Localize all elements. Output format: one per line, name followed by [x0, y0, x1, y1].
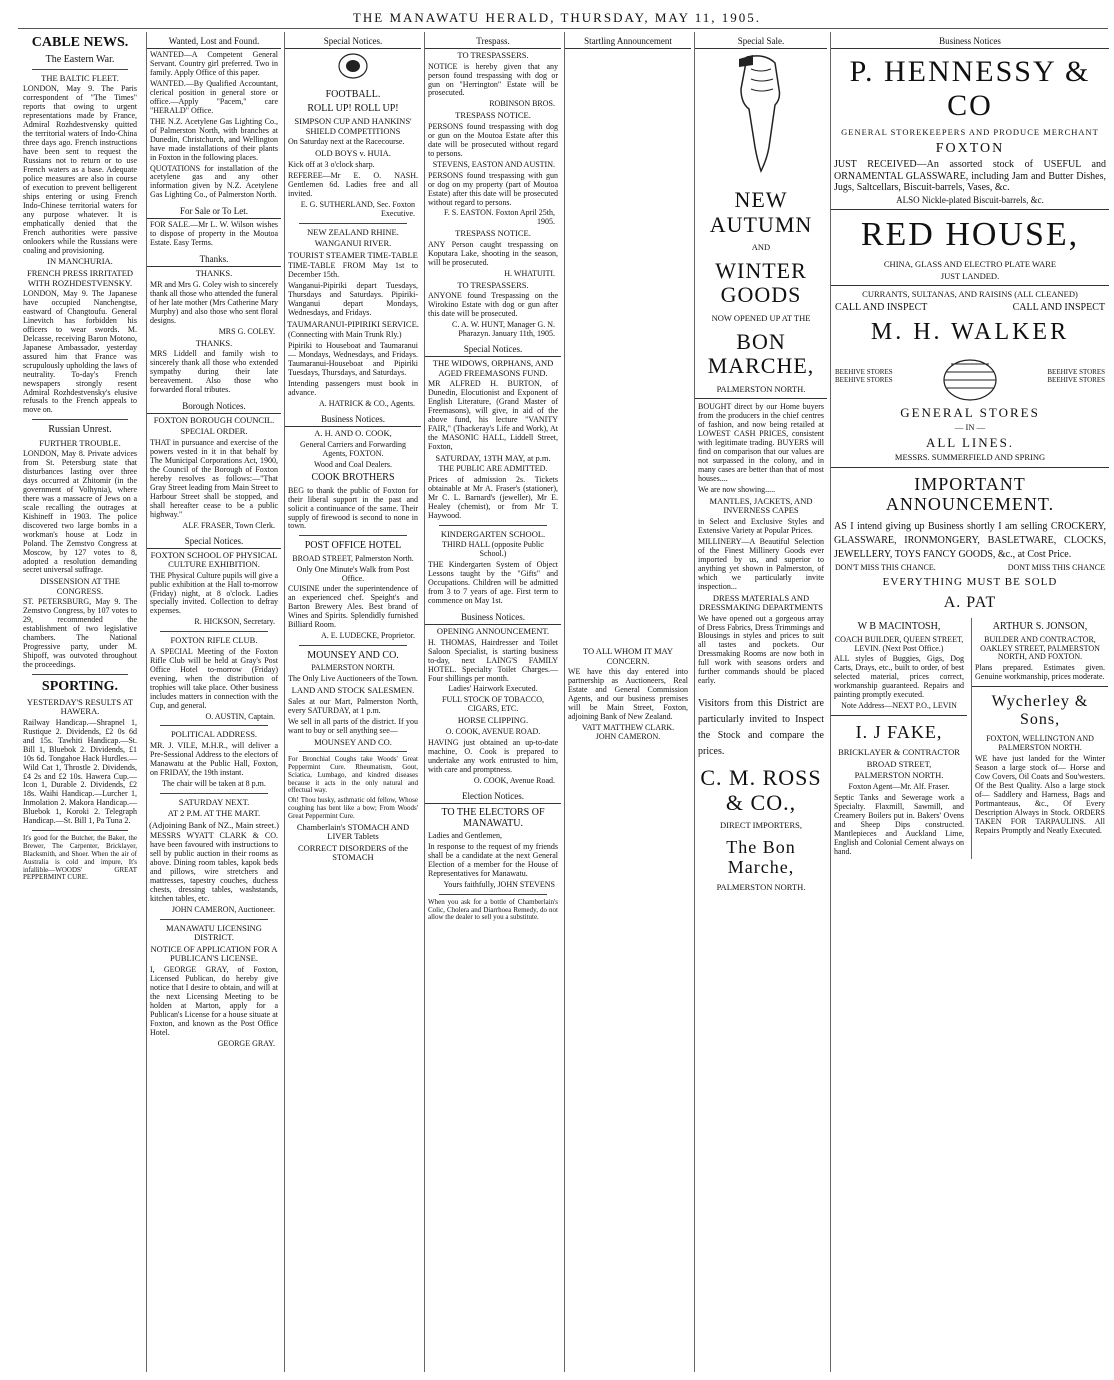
headline: NEW ZEALAND RHINE.: [307, 226, 399, 237]
ad-text: PERSONS found trespassing with dog or gun on the Moutoa Estate after this date will be prosecuted without regard to persons.: [428, 121, 558, 158]
headline: EVERYTHING MUST BE SOLD: [882, 576, 1058, 589]
headline: GENERAL STORES: [900, 404, 1040, 420]
ad-text: AS I intend giving up Business shortly I am selling CROCKERY, GLASSWARE, IRONMONGERY, BASLETWARE, CLOCKS, JEWELLERY, TOYS FANCY GOODS, &c., at Cost Price.: [834, 521, 1106, 561]
ad-text: THE Kindergarten System of Object Lessons taught by the "Gifts" and Occupations. Children will be admitted from 3 to 7 years of age. First term to commence on May 1st.: [428, 560, 558, 606]
divider: [695, 398, 827, 399]
ad-text: Prices of admission 2s. Tickets obtainable at Mr A. Fraser's (stationer), Mr C. L. Barnard's (jeweller), Mr E. Healey (chemist), or from Mr T. Haywood.: [428, 475, 558, 520]
ad-text: (Connecting with Main Trunk Rly.): [288, 330, 402, 340]
headline: TO TRESPASSERS.: [457, 279, 529, 290]
subtitle: The Eastern War.: [45, 53, 115, 65]
headline: CURRANTS, SULTANAS, AND RAISINS (ALL CLEANED): [862, 289, 1078, 300]
signature: JOHN CAMERON, Auctioneer.: [171, 904, 275, 914]
ad-text: BUILDER AND CONTRACTOR, OAKLEY STREET, PALMERSTON NORTH, AND FOXTON.: [980, 634, 1100, 662]
column-wanted-lost-found: [146, 32, 281, 1372]
headline: AND: [751, 242, 771, 253]
divider: [32, 69, 128, 70]
ad-text: MR ALFRED H. BURTON, of Dunedin, Elocutionist and Exponent of English Literature, (Grand Master of Freemasons), will give, in aid of the above fund, his lecture "VANITY FAIR," (Thackeray's Life and Work), At the MASONIC HALL, Liddell Street, Foxton,: [428, 379, 558, 451]
headline: THE BALTIC FLEET.: [41, 72, 119, 83]
ad-text: JUST RECEIVED—An assorted stock of USEFUL and ORNAMENTAL GLASSWARE, including Jam and Butter Dishes, Jugs, Saltcellars, Biscuit-barrels, Vases, &c.: [834, 159, 1106, 193]
ad-text: REFEREE—Mr E. O. NASH. Gentlemen 6d. Ladies free and all invited.: [288, 170, 418, 198]
ad-text: THE Physical Culture pupils will give a public exhibition at the Hall to-morrow (Friday) night, at 8 o'clock. Ladies specially invited. Collection to defray expenses.: [150, 570, 278, 616]
ad-text: Sales at our Mart, Palmerston North, every SATURDAY, at 1 p.m.: [288, 696, 418, 715]
divider: [32, 674, 128, 675]
ad-text: Ladies' Hairwork Executed.: [448, 684, 538, 694]
headline: DON'T MISS THIS CHANCE.: [835, 563, 936, 573]
headline: M. H. WALKER: [870, 318, 1070, 345]
divider: [439, 525, 548, 526]
signature: STEVENS, EASTON AND AUSTIN.: [432, 159, 555, 169]
signature: O. COOK, Avenue Road.: [473, 775, 555, 785]
headline: FURTHER TROUBLE.: [39, 437, 121, 448]
headline: POST OFFICE HOTEL: [304, 540, 402, 552]
headline: Wycherley & Sons,: [991, 693, 1089, 729]
ad-text: WANTED.—By Qualified Accountant, clerical position in general store or office.—Apply "Pacem," care "HERALD" Office.: [150, 78, 278, 115]
split-row: [831, 618, 1109, 858]
signature: GEORGE GRAY.: [217, 1038, 275, 1048]
section-header: Thanks.: [147, 250, 281, 267]
column-business-notices: [830, 32, 1109, 1372]
headline: GENERAL STOREKEEPERS AND PRODUCE MERCHANT: [841, 127, 1099, 138]
ad-text: ANY Person caught trespassing on Koputara Lake, shooting in the season, will be prosecuted.: [428, 239, 558, 267]
ad-text: ANYONE found Trespassing on the Wirokino Estate with dog or gun after this date will be prosecuted.: [428, 291, 558, 319]
headline: YESTERDAY'S RESULTS AT HAWERA.: [26, 696, 134, 717]
ad-text: THE PUBLIC ARE ADMITTED.: [438, 464, 548, 474]
ad-text: A SPECIAL Meeting of the Foxton Rifle Club will be held at Gray's Post Office Hotel to-morrow (Friday) evening, when the distribution of trophies will take place. Other business includes matters in connection with the Cup, and general.: [150, 646, 278, 710]
headline: DRESS MATERIALS AND DRESSMAKING DEPARTMENTS: [698, 592, 824, 613]
section-header: Special Notices.: [425, 340, 561, 357]
headline: WINTER GOODS: [715, 257, 807, 308]
article-text: LONDON, May 9. The Paris correspondent of "The Times" reports that owing to urgent representations made by France, Admiral Rozhdestvensky quitted the territorial waters of Indo-China three days ago. French instructions have been sent to request the Russians not to return or to use French waters as a base. Adequate police measures are also in course of execution to prevent belligerent ships entering or using French Indo-Chinese territorial waters for any purpose whatever. It is emphatically denied that the French authorities were passive onlookers while the Russians were coaling and provisioning.: [23, 84, 137, 255]
ad-text: BEG to thank the public of Foxton for their liberal support in the past and solicit a continuance of the same. Their supply of firewood is second to none in town.: [288, 485, 418, 531]
headline: FRENCH PRESS IRRITATED WITH ROZHDESTVENSKY.: [26, 268, 134, 288]
section-header: Borough Notices.: [147, 397, 281, 414]
signature: E. G. SUTHERLAND, Sec. Foxton Executive.: [300, 199, 415, 218]
headline: BRICKLAYER & CONTRACTOR: [838, 747, 960, 758]
ad-text: ALL styles of Buggies, Gigs, Dog Carts, Drays, etc., built to order, of best selected material, prices correct, workmanship guaranteed. Repairs and painting promptly executed.: [834, 654, 964, 700]
ad-text: I, GEORGE GRAY, of Foxton, Licensed Publican, do hereby give notice that I desire to obtain, and will at the next Licensing Meeting to be holden at Marton, apply for a Publican's License for a house situate at Foxton, and known as the Post Office Hotel.: [150, 964, 278, 1037]
ad-text: FOR SALE.—Mr L. W. Wilson wishes to dispose of property in the Moutoa Estate. Easy Terms.: [150, 220, 278, 248]
headline: FOXTON: [935, 140, 1005, 156]
headline: TAUMARANUI-PIPIRIKI SERVICE.: [287, 318, 419, 329]
signature: F. S. EASTON. Foxton April 25th, 1905.: [443, 208, 555, 227]
ad-text: We are now showing.....: [698, 484, 776, 494]
headline: JUST LANDED.: [940, 270, 1000, 281]
headline: PALMERSTON NORTH.: [716, 383, 806, 394]
article-text: LONDON, May 9. The Japanese have occupied Nanchengtse, eastward of Changtoufu. General Linevitch has forbidden his officers to wear swords. M. Delcasse, receiving Baron Motono, Japanese Ambassador, yesterday assured him that France was scrupulously upholding the laws of neutrality. To-day's French newspapers strongly resent Admiral Rozhdestvensky's elusive refusals to the French appeals to move on.: [23, 289, 137, 415]
divider: [831, 715, 967, 716]
headline: The Bon Marche,: [726, 836, 796, 878]
ad-text: Visitors from this District are particularly invited to Inspect the Stock and compare the prices.: [698, 698, 824, 758]
ad-text: THIRD HALL (opposite Public School.): [442, 540, 544, 559]
headline: A. PAT: [943, 594, 997, 612]
headline-row: [835, 564, 1105, 573]
headline: TO ALL WHOM IT MAY CONCERN.: [582, 646, 674, 666]
ad-text: NOTICE is hereby given that any person found trespassing with dog or gun on "Herrington" Estate will be prosecuted.: [428, 61, 558, 98]
section-title: SPORTING.: [41, 679, 119, 695]
divider: [160, 631, 267, 632]
headline: MESSRS. SUMMERFIELD AND SPRING: [894, 452, 1046, 463]
divider: [299, 535, 408, 536]
column-header: Special Sale.: [695, 32, 827, 49]
signature: ALF. FRASER, Town Clerk.: [182, 520, 275, 530]
headline: A. H. AND O. COOK,: [314, 428, 392, 439]
divider: [32, 419, 128, 420]
headline: POLITICAL ADDRESS.: [170, 729, 258, 740]
jonson-ad: [971, 618, 1108, 858]
headline: HORSE CLIPPING.: [457, 715, 529, 726]
ad-text: WE have this day entered into partnership as Auctioneers, Real Estate and General Commission Agents, and our business premises will be Main Street, Foxton, adjoining Bank of New Zealand.: [568, 667, 688, 721]
signature: R. HICKSON, Secretary.: [194, 617, 275, 627]
ad-text: MILLINERY—A Beautiful Selection of the Finest Millinery Goods ever imported by us, and superior to anything yet shown in Palmerston, of which we particularly invite inspection...: [698, 536, 824, 591]
masthead-rule: [18, 28, 1108, 29]
headline: BEEHIVE STORES BEEHIVE STORES: [835, 367, 893, 384]
column-header: Special Notices.: [285, 32, 421, 49]
ad-text: BOUGHT direct by our Home buyers from the producers in the chief centres of fashion, and now being retailed at LOWEST CASH PRICES, consistent with legitimate trading. BUYERS will find on comparison that our values are not surpassed in the colony, and in many cases are better than that of most houses....: [698, 402, 824, 483]
macintosh-ad: [831, 618, 967, 858]
headline: CALL AND INSPECT: [1012, 301, 1105, 313]
section-title: CABLE NEWS.: [31, 35, 129, 50]
headline: C. M. ROSS & CO.,: [700, 765, 822, 815]
signature: MRS G. COLEY.: [218, 326, 275, 336]
ad-text: O. COOK, AVENUE ROAD.: [445, 726, 541, 736]
ad-text: In response to the request of my friends shall be a candidate at the next General Election of a member for the House of Representatives for Manawatu.: [428, 841, 558, 878]
signature: A. E. LUDECKE, Proprietor.: [321, 631, 415, 641]
headline: BEEHIVE STORES BEEHIVE STORES: [1047, 367, 1105, 384]
headline: OLD BOYS v. HUIA.: [315, 148, 391, 159]
headline: CALL AND INSPECT: [835, 301, 928, 313]
ad-text: General Carriers and Forwarding Agents, FOXTON.: [300, 439, 406, 458]
headline: RED HOUSE,: [860, 216, 1080, 254]
headline: MANAWATU LICENSING DISTRICT.: [166, 922, 262, 943]
divider: [972, 686, 1108, 687]
blank-space: [565, 49, 691, 645]
ad-text: PALMERSTON NORTH.: [311, 663, 395, 673]
ad-text: THAT in pursuance and exercise of the powers vested in it in that behalf by The Municipal Corporations Act, 1900, the Council of the Borough of Foxton hereby resolves as follows:—"That Gray Street leading from Main Street to Harbour Street shall be stopped, and shall hereafter cease to be a public highway.": [150, 437, 278, 519]
headline: DONT MISS THIS CHANCE: [1007, 563, 1105, 573]
headline: W B MACINTOSH,: [857, 621, 941, 633]
headline: OPENING ANNOUNCEMENT.: [436, 626, 550, 637]
ad-text: MESSRS WYATT CLARK & CO. have been favoured with instructions to sell by public auction in their rooms as above. Dining room tables, kapok beds and pillows, wire stretchers and mattresses, tapestry couches, duchess chests, dressing tables, washstands, kitchen tables, etc.: [150, 831, 278, 903]
signature: Yours faithfully, JOHN STEVENS: [443, 879, 555, 889]
headline: MOUNSEY AND CO.: [314, 736, 392, 747]
divider: [160, 793, 267, 794]
column-startling-announcement: [564, 32, 691, 1372]
ad-text: MRS Liddell and family wish to sincerely thank all those who extended sympathy during their late bereavement. Also those who forwarded floral tributes.: [150, 349, 278, 394]
ad-text: Ladies and Gentlemen,: [428, 831, 502, 841]
football-emblem-icon: [285, 49, 421, 83]
section-header: Business Notices.: [425, 608, 561, 625]
ad-text: Note Address—NEXT P.O., LEVIN: [841, 701, 957, 711]
ad-text: WE have just landed for the Winter Season a large stock of— Horse and Cow Covers, Oil Coats and Sou'westers. Of the Best Quality. Also a large stock of— Saddlery and Harness, Bags and Portmanteaus, &c., Of Every Description Always in Stock. ORDERS TAKEN FOR TARPAULINS. All Repairs Promptly and Neatly Executed.: [975, 754, 1105, 835]
ad-text: The Only Live Auctioneers of the Town.: [288, 674, 418, 684]
column-cable-news: [20, 32, 140, 1372]
advert-text: It's good for the Butcher, the Baker, the Brewer, The Carpenter, Bricklayer, Blacksmith, and Shoer. When the air of Australia is cold and impure, It's infallible—WOODS' GREAT PEPPERMINT CURE.: [23, 834, 137, 882]
headline: THANKS.: [195, 337, 233, 348]
signature: VATT MATTHEW CLARK. JOHN CAMERON.: [581, 722, 675, 741]
headline: (Adjoining Bank of NZ., Main street.): [149, 819, 279, 830]
ad-text: Only One Minute's Walk from Post Office.: [296, 564, 410, 583]
headline: MOUNSEY AND CO.: [307, 650, 399, 662]
headline: IN MANCHURIA.: [47, 256, 113, 267]
headline: THE WIDOWS, ORPHANS, AND AGED FREEMASONS FUND.: [432, 358, 554, 378]
headline: I. J FAKE,: [855, 722, 943, 743]
headline: ALL LINES.: [925, 434, 1015, 450]
ad-text: We sell in all parts of the district. If you want to buy or sell anything see—: [288, 716, 418, 735]
headline: CHINA, GLASS AND ELECTRO PLATE WARE: [883, 259, 1057, 270]
ad-text: Foxton Agent—Mr. Alf. Fraser.: [848, 781, 950, 791]
headline: FOXTON SCHOOL OF PHYSICAL CULTURE EXHIBITION.: [150, 549, 278, 570]
signature: H. WHATUITI.: [504, 268, 555, 278]
headline: TRESPASS NOTICE.: [455, 228, 531, 239]
ad-text: For Bronchial Coughs take Woods' Great Peppermint Cure. Rheumatism, Gout, Sciatica, Lumbago, and kindred diseases because it acts in the only natural and effectual way.: [288, 755, 418, 795]
headline: SATURDAY, 13TH MAY, at p.m.: [435, 452, 551, 463]
headline: AT 2 P.M. AT THE MART.: [167, 808, 261, 819]
article-text: ST. PETERSBURG, May 9. The Zemstvo Congress, by 107 votes to 29, recommended the establishment of two legislative chambers. The National Progressive party, under M. Shipoff, was outvoted throughout the proceedings.: [23, 597, 137, 670]
ad-text: On Saturday next at the Racecourse.: [288, 137, 405, 147]
ad-text: HAVING just obtained an up-to-date machine, O. Cook is prepared to undertake any work entrusted to him, with care and promptness.: [428, 737, 558, 774]
divider: [32, 830, 128, 831]
divider: [831, 467, 1109, 468]
headline: TRESPASS NOTICE.: [455, 110, 531, 121]
ad-text: TIME-TABLE FROM May 1st to December 15th.: [288, 261, 418, 280]
column-header: Startling Announcement: [565, 32, 691, 49]
headline: DIRECT IMPORTERS,: [720, 820, 802, 831]
headline: NOW OPENED UP AT THE: [711, 313, 811, 324]
ad-text: Septic Tanks and Sewerage work a Specialty. Flaxmill, Sawmill, and Creamery Boilers put in. Bakers' Ovens and Sheep Dips constructed. Mantlepieces and Auckland Lime, English and Colonial Cement always on hand.: [834, 792, 964, 856]
headline: Chamberlain's STOMACH AND LIVER Tablets: [296, 821, 410, 842]
headline: COOK BROTHERS: [311, 472, 395, 484]
beehive-row: [835, 352, 1105, 402]
headline: LAND AND STOCK SALESMEN.: [291, 685, 415, 696]
divider: [831, 285, 1109, 286]
ad-text: WANTED—A Competent General Servant. Country girl preferred. Two in family. Apply Office of this paper.: [150, 50, 278, 77]
headline: FOXTON RIFLE CLUB.: [170, 635, 258, 646]
article-text: Railway Handicap.—Shrapnel 1, Rustique 2. Dividends, £2 0s 6d and 15s. Tawhiti Handicap.—St. Bill 1, Bluebok 2. Dividends, £1 10s 6d. Tongahoe Hack Hurdles.—Wild Cat 1, Throstle 2. Dividends, £4 2s and £2 10s. Hawera Cup.—Icon 1, Durable 2. Dividends, £2 18s. Waihi Handicap.—Lurcher 1, Inmolation 2. Makora Handicap.—Bluebok 1, Koroki 2. Telegraph Handicap.—St. Bill 1, Pa Tuna 2.: [23, 717, 137, 826]
headline: WANGANUI RIVER.: [314, 238, 392, 249]
column-trespass: [424, 32, 561, 1372]
section-header: Special Notices.: [147, 532, 281, 549]
headline: FOOTBALL.: [325, 89, 381, 101]
ad-text: Intending passengers must book in advance.: [288, 379, 418, 398]
column-special-sale: [694, 32, 827, 1372]
ad-text: PERSONS found trespassing with gun or dog on my property (part of Moutoa Estate) after this date will be prosecuted without regard to persons.: [428, 170, 558, 207]
section-header: For Sale or To Let.: [147, 202, 281, 219]
column-header: Business Notices: [831, 32, 1109, 49]
headline: TOURIST STEAMER TIME-TABLE: [288, 249, 418, 260]
headline: P. HENNESSY & CO: [849, 55, 1091, 122]
column-special-notices: [284, 32, 421, 1372]
headline: THANKS.: [195, 268, 233, 279]
ad-text: MR. J. VILE, M.H.R., will deliver a Pre-Sessional Address to the electors of Manawatu at the Public Hall, Foxton, on FRIDAY, the 19th instant.: [150, 740, 278, 777]
ad-text: Kick off at 3 o'clock sharp.: [288, 159, 375, 169]
divider: [299, 751, 408, 752]
ad-text: MR and Mrs G. Coley wish to sincerely thank all those who attended the funeral of her late mother (Mrs Catherine Mary Murphy) and also those who sent floral designs.: [150, 279, 278, 325]
headline: — IN —: [954, 422, 986, 433]
headline: SPECIAL ORDER.: [180, 426, 248, 437]
headline: DISSENSION AT THE CONGRESS.: [40, 576, 120, 596]
divider: [160, 919, 267, 920]
headline: ROLL UP! ROLL UP!: [307, 103, 399, 115]
ad-text: COACH BUILDER, QUEEN STREET, LEVIN. (Next Post Office.): [834, 634, 964, 653]
signature: O. AUSTIN, Captain.: [205, 711, 275, 721]
ad-text: FOXTON, WELLINGTON AND PALMERSTON NORTH.: [986, 734, 1094, 753]
ad-text: ALSO Nickle-plated Biscuit-barrels, &c.: [896, 195, 1044, 206]
masthead: THE MANAWATU HERALD, THURSDAY, MAY 11, 1905.: [352, 10, 762, 25]
ad-text: H. THOMAS, Hairdresser and Toilet Saloon Specialist, is starting business to-day, next LAING'S FAMILY HOTEL. Specialty Toilet Charges.—Four shillings per month.: [428, 637, 558, 683]
article-text: LONDON, May 8. Private advices from St. Petersburg state that disturbances lasting over three days occurred at Zhitomir (in the government of Volhynia), where there was a massacre of Jews on a scale recalling the outrages at Kishineff in 1903. The police discovered two large bombs in a workman's house at Lodz in Poland. The Zemstvo Congress at Moscow, by 127 votes to 8, adopted a resolution demanding secret universal suffrage.: [23, 449, 137, 575]
headline: PALMERSTON NORTH.: [716, 882, 806, 893]
headline: IMPORTANT ANNOUNCEMENT.: [885, 473, 1055, 515]
ad-text: We have opened out a gorgeous array of Dress Fabrics, Dress Trimmings and Blousings in styles and prices to suit all tastes and pockets. Our Dressmaking Rooms are now both in full work with seasons orders and further commands should be placed early.: [698, 613, 824, 686]
ad-text: The chair will be taken at 8 p.m.: [162, 778, 266, 788]
headline: BROAD STREET,: [866, 758, 932, 769]
headline: TO THE ELECTORS OF MANAWATU.: [441, 806, 545, 829]
headline: ARTHUR S. JONSON,: [992, 621, 1088, 633]
divider: [831, 209, 1109, 210]
beehive-icon: [935, 352, 1005, 402]
ad-text: Oh! Thou husky, asthmatic old fellow, Whose coughing has bent like a bow; From Woods' Great Peppermint Cure.: [288, 796, 418, 820]
section-header: Election Notices.: [425, 787, 561, 804]
ad-text: FULL STOCK OF TOBACCO, CIGARS, ETC.: [442, 695, 544, 714]
headline: BON MARCHE,: [707, 328, 815, 379]
headline: NOTICE OF APPLICATION FOR A PUBLICAN'S LICENSE.: [150, 943, 278, 964]
headline: SATURDAY NEXT.: [178, 796, 250, 807]
ad-text: QUOTATIONS for installation of the acetylene gas and any other information given by N.Z. Acetylene Gas Lighting Co., of Palmerston North.: [150, 163, 278, 200]
divider: [160, 725, 267, 726]
headline: PALMERSTON NORTH.: [854, 770, 944, 781]
signature: ROBINSON BROS.: [489, 99, 555, 109]
headline: SIMPSON CUP AND HANKINS' SHIELD COMPETITIONS: [294, 116, 412, 136]
headline: CORRECT DISORDERS of the STOMACH: [297, 842, 409, 863]
ad-text: CUISINE under the superintendence of an experienced chef. Speight's and Barton Brewery Ales. Best brand of Wines and Spirits. Splendidly furnished Billiard Room.: [288, 584, 418, 630]
column-header: Trespass.: [425, 32, 561, 49]
divider: [299, 645, 408, 646]
ad-text: THE N.Z. Acetylene Gas Lighting Co., of Palmerston North, with branches at Dunedin, Christchurch, and Wellington have made installations of their plants in Foxton in the following places.: [150, 116, 278, 162]
headline: NEW AUTUMN: [709, 187, 813, 237]
section-header: Business Notices.: [285, 410, 421, 427]
ad-text: Wanganui-Pipiriki depart Tuesdays, Thursdays and Saturdays. Pipiriki-Wanganui depart Mondays, Wednesdays, and Fridays.: [288, 281, 418, 317]
ad-text: Plans prepared. Estimates given. Genuine workmanship, prices moderate.: [975, 663, 1105, 682]
ad-text: When you ask for a bottle of Chamberlain's Colic, Cholera and Diarrhoea Remedy, do not allow the dealer to sell you a substitute.: [428, 897, 558, 922]
divider: [299, 223, 408, 224]
headline: TO TRESPASSERS.: [457, 50, 529, 61]
headline: MANTLES, JACKETS, AND INVERNESS CAPES: [709, 495, 813, 516]
column-header: Wanted, Lost and Found.: [147, 32, 281, 49]
ad-text: Pipiriki to Houseboat and Taumaranui — Mondays, Wednesdays, and Fridays. Taumaranui-Houseboat and Pipiriki Tuesdays, Thursdays, and Saturdays.: [288, 341, 418, 378]
ad-text: in Select and Exclusive Styles and Extensive Variety at Popular Prices.: [698, 516, 824, 535]
headline: FOXTON BOROUGH COUNCIL.: [153, 414, 275, 425]
signature: A. HATRICK & CO., Agents.: [318, 399, 415, 409]
divider: [439, 894, 548, 895]
ad-text: BROAD STREET, Palmerston North.: [292, 553, 414, 563]
headline: Russian Unrest.: [48, 424, 112, 436]
headline: KINDERGARTEN SCHOOL.: [440, 528, 546, 539]
signature: C. A. W. HUNT, Manager G. N. Pharazyn. January 11th, 1905.: [452, 320, 555, 339]
headline-row: [835, 302, 1105, 313]
ad-text: Wood and Coal Dealers.: [314, 459, 392, 469]
pointing-hand-icon: [695, 49, 827, 179]
